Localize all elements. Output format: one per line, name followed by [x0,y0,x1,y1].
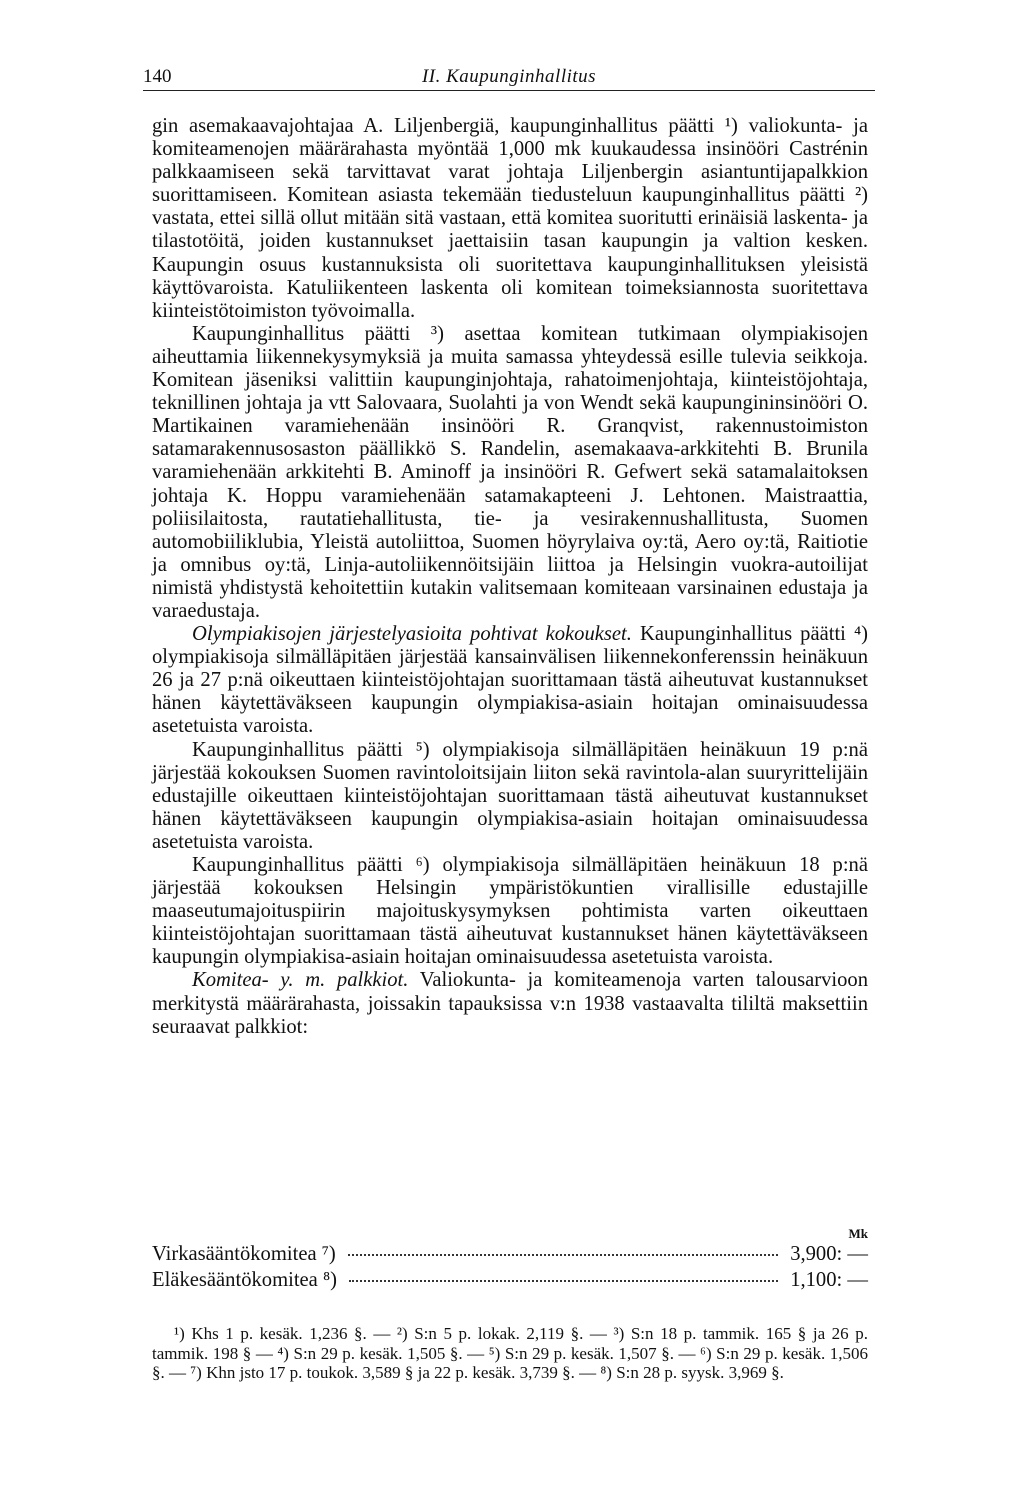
dot-leader [349,1280,778,1282]
payment-name: Virkasääntökomitea ⁷) [152,1243,336,1265]
paragraph: gin asemakaavajohtajaa A. Liljenbergiä, kaupunginhallitus päätti ¹) valiokunta- ja komiteamenojen määrärahasta myöntää 1,000 mk kuukaudessa insinööri Castrénin palkkaamiseen sekä tarvittavat varat johtaja Liljenbergin asiantuntijapalkkion suorittamiseen. Komitean asiasta tekemään tiedusteluun kaupunginhallitus päätti ²) vastata, ettei sillä ollut mitään sitä vastaan, että komitea suoritutti erinäisiä laskenta- ja tilastotöitä, joiden kustannukset jaettaisiin tasan kaupungin ja valtion kesken. Kaupungin osuus kustannuksista oli suoritettava kaupunginhallituksen yleisistä käyttövaroista. Katuliikenteen laskenta oli komitean toimeksiannosta suoritettava kiinteistötoimiston työvoimalla. [152,115,868,322]
dot-leader [348,1254,778,1256]
paragraph-text: Kaupunginhallitus päätti ⁴) olympiakisoja silmälläpitäen järjestää kansainvälisen liikennekonferenssin heinäkuun 26 ja 27 p:nä oikeuttaen kiinteistöjohtajan suorittamaan tästä aiheutuvat kustannukset hänen käytettäväkseen kaupungin olympiakisa-asiain hoitajan ominaisuudessa asetetuista varoista. [152,623,868,738]
section-heading: Olympiakisojen järjestelyasioita pohtivat kokoukset. [192,623,632,646]
page-header [143,62,875,91]
running-title: II. Kaupunginhallitus [421,66,597,87]
paragraph: Kaupunginhallitus päätti ³) asettaa komitean tutkimaan olympiakisojen aiheuttamia liikennekysymyksiä ja muita samassa yhteydessä esille tulevia seikkoja. Komitean jäseniksi valittiin kaupunginjohtaja, rahatoimenjohtaja, kiinteistöjohtaja, teknillinen johtaja ja vtt Salovaara, Suolahti ja von Wendt sekä kaupungininsinööri O. Martikainen varamiehenään insinööri R. Granqvist, rakennustoimiston satamarakennusosaston päällikkö S. Randelin, asemakaava-arkkitehti B. Brunila varamiehenään arkkitehti B. Aminoff ja insinööri R. Gefwert sekä satamalaitoksen johtaja K. Hoppu varamiehenään satamakapteeni J. Lehtonen. Maistraattia, poliisilaitosta, rautatiehallitusta, tie- ja vesirakennushallitusta, Suomen automobiiliklubia, Yleistä autoliittoa, Suomen höyrylaiva oy:tä, Aero oy:tä, Raitiotie ja omnibus oy:tä, Linja-autoliikennöitsijäin liittoa ja Helsingin vuokra-autoilijat nimistä yhdistystä kehoitettiin kutakin valitsemaan komiteaan varsinainen edustaja ja varaedustaja. [152,322,868,622]
payment-name: Eläkesääntökomitea ⁸) [152,1269,338,1291]
payment-row [152,1269,868,1295]
paragraph [152,969,868,1038]
footnote-text: ¹) Khs 1 p. kesäk. 1,236 §. — ²) S:n 5 p. lokak. 2,119 §. — ³) S:n 18 p. tammik. 165 § ja 26 p. tammik. 198 § — ⁴) S:n 29 p. kesäk. 1,505 §. — ⁵) S:n 29 p. kesäk. 1,507 §. — ⁶) S:n 29 p. kesäk. 1,506 §. — ⁷) Khn jsto 17 p. toukok. 3,589 § ja 22 p. kesäk. 3,739 §. — ⁸) S:n 28 p. syysk. 3,969 §. [152,1324,868,1382]
paragraph: Kaupunginhallitus päätti ⁶) olympiakisoja silmälläpitäen heinäkuun 18 p:nä järjestää kokouksen Helsingin ympäristökuntien virallisille edustajille maaseutumajoituspiirin majoituskysymyksen pohtimista varten oikeuttaen kiinteistöjohtajan suorittamaan tästä aiheutuvat kustannukset hänen käytettäväkseen kaupungin olympiakisa-asiain hoitajan ominaisuudessa asetetuista varoista. [152,854,868,969]
paragraph-text: Valiokunta- ja komiteamenoja varten talousarvioon merkitystä määrärahasta, joissakin tapauksissa v:n 1938 vastaavalta tililtä maksettiin seuraavat palkkiot: [152,969,869,1038]
payment-row [152,1243,868,1269]
paragraph [152,623,868,738]
payment-amount: 3,900: — [790,1243,868,1265]
page-number: 140 [143,66,172,87]
paragraph: Kaupunginhallitus päätti ⁵) olympiakisoja silmälläpitäen heinäkuun 19 p:nä järjestää kokouksen Suomen ravintoloitsijain liiton sekä ravintola-alan suuryrittelijäin edustajille oikeuttaen kiinteistöjohtajan suorittamaan tästä aiheutuvat kustannukset hänen käytettäväkseen kaupungin olympiakisa-asiain hoitajan ominaisuudessa asetetuista varoista. [152,738,868,853]
footnotes [152,1324,868,1383]
section-heading: Komitea- y. m. palkkiot. [192,969,409,992]
currency-unit: Mk [848,1226,868,1241]
payments-table [152,1243,868,1295]
body-text [152,115,868,1039]
payment-amount: 1,100: — [790,1269,868,1291]
